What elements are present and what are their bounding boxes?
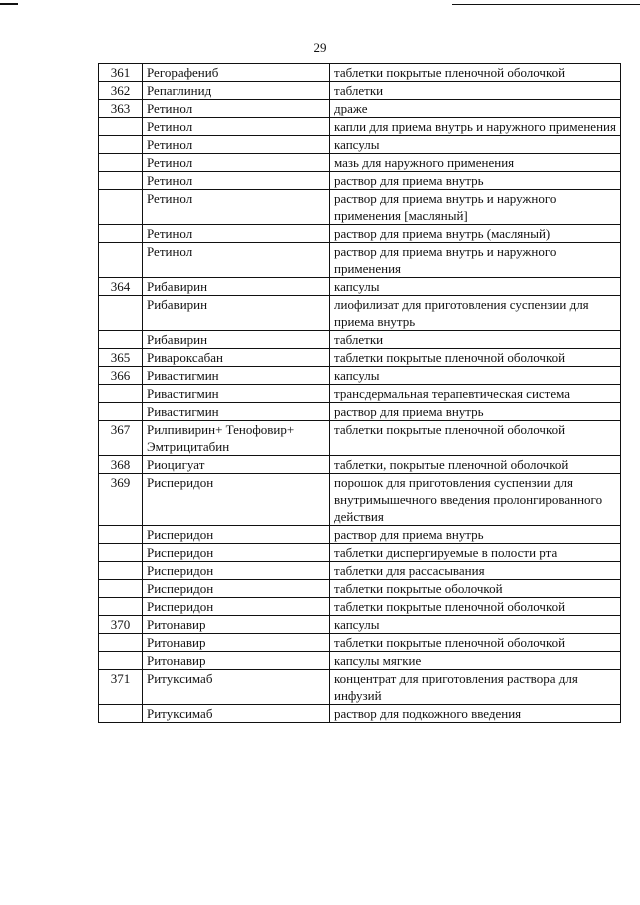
drug-name: Рисперидон <box>143 474 330 526</box>
drug-name: Рибавирин <box>143 331 330 349</box>
drug-name: Рибавирин <box>143 278 330 296</box>
dosage-form: таблетки покрытые оболочкой <box>330 580 621 598</box>
dosage-form: таблетки покрытые пленочной оболочкой <box>330 598 621 616</box>
row-number <box>99 385 143 403</box>
dosage-form: мазь для наружного применения <box>330 154 621 172</box>
drug-name: Ривастигмин <box>143 403 330 421</box>
table-row <box>99 154 621 172</box>
dosage-form: таблетки покрытые пленочной оболочкой <box>330 421 621 456</box>
row-number <box>99 331 143 349</box>
top-rule-left <box>0 3 18 5</box>
drug-name: Рисперидон <box>143 544 330 562</box>
row-number <box>99 225 143 243</box>
dosage-form: таблетки <box>330 82 621 100</box>
dosage-form: концентрат для приготовления раствора для инфузий <box>330 670 621 705</box>
dosage-form: таблетки покрытые пленочной оболочкой <box>330 634 621 652</box>
row-number <box>99 562 143 580</box>
drug-name: Рилпивирин+ Тенофовир+ Эмтрицитабин <box>143 421 330 456</box>
row-number: 371 <box>99 670 143 705</box>
row-number: 369 <box>99 474 143 526</box>
drug-name: Ривастигмин <box>143 385 330 403</box>
dosage-form: капсулы <box>330 136 621 154</box>
drug-name: Рибавирин <box>143 296 330 331</box>
table-row <box>99 562 621 580</box>
table-row <box>99 278 621 296</box>
row-number <box>99 190 143 225</box>
drug-name: Ретинол <box>143 154 330 172</box>
table-row <box>99 598 621 616</box>
table-row <box>99 670 621 705</box>
table-row <box>99 580 621 598</box>
drug-name: Ретинол <box>143 136 330 154</box>
drug-name: Регорафениб <box>143 64 330 82</box>
dosage-form: трансдермальная терапевтическая система <box>330 385 621 403</box>
dosage-form: таблетки <box>330 331 621 349</box>
table-row <box>99 421 621 456</box>
row-number <box>99 136 143 154</box>
table-row <box>99 243 621 278</box>
dosage-form: раствор для приема внутрь (масляный) <box>330 225 621 243</box>
dosage-form: порошок для приготовления суспензии для внутримышечного введения пролонгированного действия <box>330 474 621 526</box>
row-number <box>99 526 143 544</box>
row-number <box>99 598 143 616</box>
row-number: 364 <box>99 278 143 296</box>
dosage-form: капли для приема внутрь и наружного применения <box>330 118 621 136</box>
drug-name: Ретинол <box>143 190 330 225</box>
drug-name: Ретинол <box>143 118 330 136</box>
table-row <box>99 118 621 136</box>
dosage-form: раствор для приема внутрь <box>330 403 621 421</box>
table-row <box>99 296 621 331</box>
drug-table-body <box>99 64 621 723</box>
drug-name: Ритонавир <box>143 652 330 670</box>
drug-name: Ритуксимаб <box>143 670 330 705</box>
dosage-form: таблетки диспергируемые в полости рта <box>330 544 621 562</box>
dosage-form: капсулы <box>330 278 621 296</box>
drug-name: Риоцигуат <box>143 456 330 474</box>
table-row <box>99 136 621 154</box>
drug-name: Ривастигмин <box>143 367 330 385</box>
dosage-form: капсулы мягкие <box>330 652 621 670</box>
table-row <box>99 385 621 403</box>
row-number <box>99 172 143 190</box>
drug-name: Рисперидон <box>143 562 330 580</box>
dosage-form: драже <box>330 100 621 118</box>
row-number: 361 <box>99 64 143 82</box>
table-row <box>99 474 621 526</box>
row-number <box>99 705 143 723</box>
drug-name: Ривароксабан <box>143 349 330 367</box>
drug-name: Ретинол <box>143 100 330 118</box>
row-number <box>99 154 143 172</box>
table-row <box>99 349 621 367</box>
dosage-form: таблетки покрытые пленочной оболочкой <box>330 349 621 367</box>
drug-name: Рисперидон <box>143 598 330 616</box>
drug-name: Репаглинид <box>143 82 330 100</box>
drug-name: Ритуксимаб <box>143 705 330 723</box>
table-row <box>99 172 621 190</box>
table-row <box>99 616 621 634</box>
table-row <box>99 82 621 100</box>
drug-name: Ретинол <box>143 243 330 278</box>
drug-name: Рисперидон <box>143 526 330 544</box>
drug-name: Ретинол <box>143 172 330 190</box>
table-row <box>99 544 621 562</box>
dosage-form: раствор для приема внутрь и наружного применения [масляный] <box>330 190 621 225</box>
table-row <box>99 652 621 670</box>
dosage-form: раствор для приема внутрь и наружного применения <box>330 243 621 278</box>
table-row <box>99 634 621 652</box>
drug-name: Ритонавир <box>143 616 330 634</box>
row-number <box>99 243 143 278</box>
row-number: 363 <box>99 100 143 118</box>
dosage-form: раствор для приема внутрь <box>330 526 621 544</box>
table-row <box>99 225 621 243</box>
table-row <box>99 64 621 82</box>
drug-table <box>98 63 621 723</box>
top-rule-right <box>452 4 640 5</box>
row-number <box>99 296 143 331</box>
table-row <box>99 526 621 544</box>
row-number: 368 <box>99 456 143 474</box>
dosage-form: лиофилизат для приготовления суспензии для приема внутрь <box>330 296 621 331</box>
table-row <box>99 367 621 385</box>
table-row <box>99 705 621 723</box>
drug-name: Рисперидон <box>143 580 330 598</box>
row-number <box>99 580 143 598</box>
dosage-form: таблетки, покрытые пленочной оболочкой <box>330 456 621 474</box>
drug-name: Ретинол <box>143 225 330 243</box>
dosage-form: раствор для подкожного введения <box>330 705 621 723</box>
dosage-form: капсулы <box>330 367 621 385</box>
row-number: 362 <box>99 82 143 100</box>
row-number <box>99 634 143 652</box>
drug-name: Ритонавир <box>143 634 330 652</box>
row-number <box>99 118 143 136</box>
row-number: 366 <box>99 367 143 385</box>
table-row <box>99 456 621 474</box>
row-number <box>99 652 143 670</box>
row-number: 365 <box>99 349 143 367</box>
dosage-form: таблетки для рассасывания <box>330 562 621 580</box>
table-row <box>99 190 621 225</box>
row-number: 370 <box>99 616 143 634</box>
page-number: 29 <box>313 40 327 55</box>
table-row <box>99 403 621 421</box>
row-number <box>99 544 143 562</box>
dosage-form: раствор для приема внутрь <box>330 172 621 190</box>
dosage-form: капсулы <box>330 616 621 634</box>
table-row <box>99 331 621 349</box>
row-number: 367 <box>99 421 143 456</box>
row-number <box>99 403 143 421</box>
table-row <box>99 100 621 118</box>
dosage-form: таблетки покрытые пленочной оболочкой <box>330 64 621 82</box>
